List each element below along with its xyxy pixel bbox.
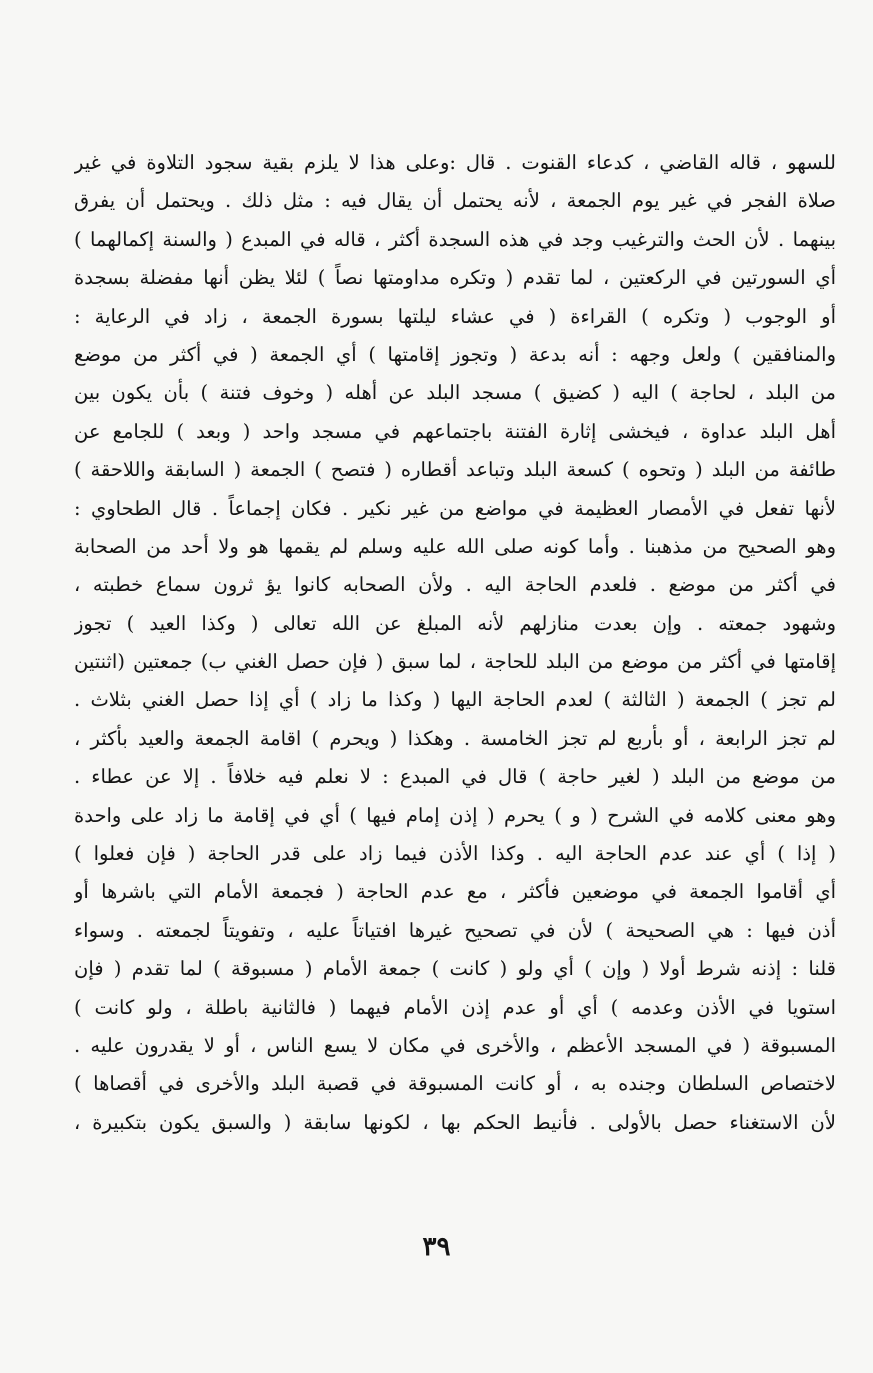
text-line: لم تجز الرابعة ، أو بأربع لم تجز الخامسة . وهكذا ( ويحرم ) اقامة الجمعة والعيد بأكثر ، bbox=[74, 726, 836, 750]
text-line: صلاة الفجر في غير يوم الجمعة ، لأنه يحتمل أن يقال فيه : مثل ذلك . ويحتمل أن يفرق bbox=[74, 189, 836, 213]
text-line: لاختصاص السلطان وجنده به ، أو كانت المسبوقة في قصبة البلد والأخرى في أقصاها ) bbox=[74, 1072, 836, 1096]
text-line: أهل البلد عداوة ، فيخشى إثارة الفتنة باجتماعهم في مسجد واحد ( وبعد ) للجامع عن bbox=[74, 419, 836, 443]
text-line: وهو معنى كلامه في الشرح ( و ) يحرم ( إذن إمام فيها ) أي في إقامة ما زاد على واحدة bbox=[74, 803, 836, 827]
text-line: من البلد ، لحاجة ) اليه ( كضيق ) مسجد البلد عن أهله ( وخوف فتنة ) بأن يكون بين bbox=[74, 381, 836, 405]
text-line: وهو الصحيح من مذهبنا . وأما كونه صلى الله عليه وسلم لم يقمها هو ولا أحد من الصحابة bbox=[74, 534, 836, 558]
text-line: لأن الاستغناء حصل بالأولى . فأنيط الحكم بها ، لكونها سابقة ( والسبق يكون بتكبيرة ، bbox=[74, 1110, 836, 1134]
text-line: أذن فيها : هي الصحيحة ) لأن في تصحيح غيرها افتياتاً عليه ، وتفويتاً لجمعته . وسواء bbox=[74, 918, 836, 942]
text-line: أي السورتين في الركعتين ، لما تقدم ( وتكره مداومتها نصاً ) لئلا يظن أنها مفضلة بسجدة bbox=[74, 266, 836, 290]
text-line: والمنافقين ) ولعل وجهه : أنه بدعة ( وتجوز إقامتها ) أي الجمعة ( في أكثر من موضع bbox=[74, 342, 836, 366]
text-line: بينهما . لأن الحث والترغيب وجد في هذه السجدة أكثر ، قاله في المبدع ( والسنة إكمالهما ) bbox=[74, 227, 836, 251]
text-line: أو الوجوب ( وتكره ) القراءة ( في عشاء ليلتها بسورة الجمعة ، زاد في الرعاية : bbox=[74, 304, 836, 328]
page-number: ٣٩ bbox=[422, 1232, 451, 1262]
text-line: لم تجز ) الجمعة ( الثالثة ) لعدم الحاجة اليها ( وكذا ما زاد ) أي إذا حصل الغني بثلاث . bbox=[74, 688, 836, 712]
text-line: طائفة من البلد ( وتحوه ) كسعة البلد وتباعد أقطاره ( فتصح ) الجمعة ( السابقة واللاحقة ) bbox=[74, 458, 836, 482]
text-line: استويا في الأذن وعدمه ) أي أو عدم إذن الأمام فيهما ( فالثانية باطلة ، ولو كانت ) bbox=[74, 995, 836, 1019]
text-line: قلنا : إذنه شرط أولا ( وإن ) أي ولو ( كانت ) جمعة الأمام ( مسبوقة ) لما تقدم ( فإن bbox=[74, 957, 836, 981]
text-line: المسبوقة ( في المسجد الأعظم ، والأخرى في مكان لا يسع الناس ، أو لا يقدرون عليه . bbox=[74, 1033, 836, 1057]
page-body bbox=[74, 144, 836, 1142]
text-line: للسهو ، قاله القاضي ، كدعاء القنوت . قال :وعلى هذا لا يلزم بقية سجود التلاوة في غير bbox=[74, 151, 836, 174]
text-line: في أكثر من موضع . فلعدم الحاجة اليه . ولأن الصحابه كانوا يؤ ثرون سماع خطبته ، bbox=[74, 573, 836, 597]
text-line: وشهود جمعته . وإن بعدت منازلهم لأنه المبلغ عن الله تعالى ( وكذا العيد ) تجوز bbox=[74, 611, 836, 635]
text-line: ( إذا ) أي عند عدم الحاجة اليه . وكذا الأذن فيما زاد على قدر الحاجة ( فإن فعلوا ) bbox=[74, 842, 836, 866]
text-line: أي أقاموا الجمعة في موضعين فأكثر ، مع عدم الحاجة ( فجمعة الأمام التي باشرها أو bbox=[74, 880, 836, 904]
text-line: لأنها تفعل في الأمصار العظيمة في مواضع من غير نكير . فكان إجماعاً . قال الطحاوي : bbox=[74, 496, 836, 520]
text-line: إقامتها في أكثر من موضع من البلد للحاجة ، لما سبق ( فإن حصل الغني ب) جمعتين (اثنتين bbox=[74, 650, 836, 674]
text-line: من موضع من البلد ( لغير حاجة ) قال في المبدع : لا نعلم فيه خلافاً . إلا عن عطاء . bbox=[74, 765, 836, 789]
